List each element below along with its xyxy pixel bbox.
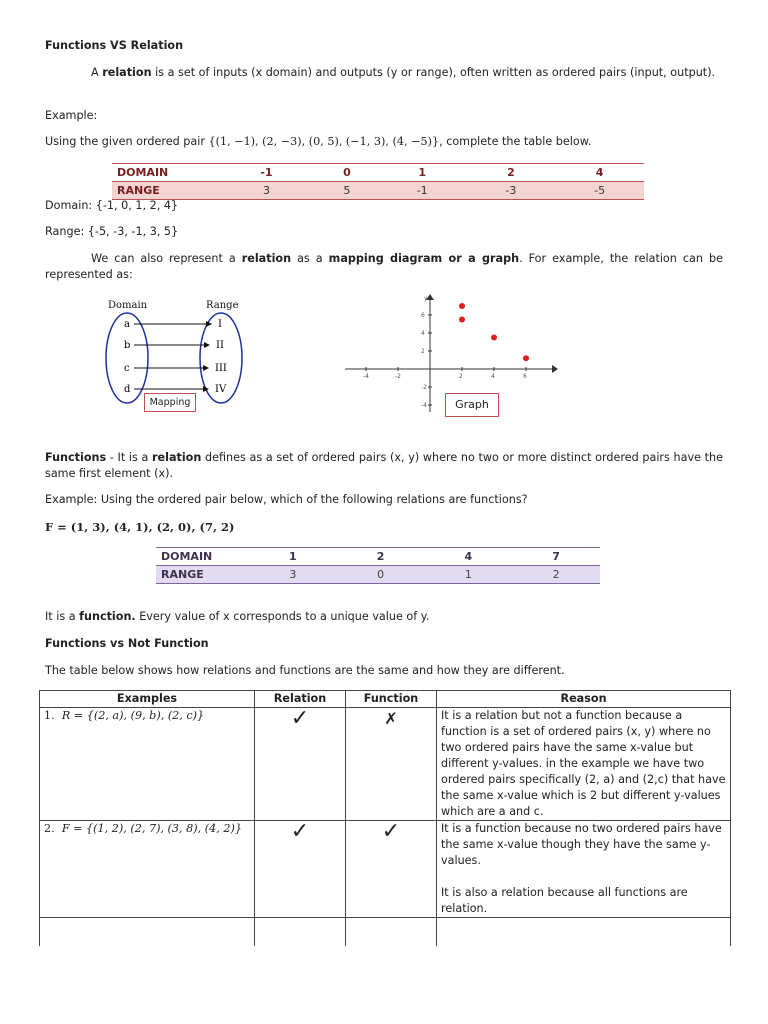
domain-cell: -1	[217, 164, 316, 182]
reason-cell: It is a relation but not a function because a function is a set of ordered pairs (x, y) where no two ordered pairs have the same x-value but different y-values. in the example we have two ordered pairs specifically (2, a) and (2,c) that have the same x-value which is 2 but different y-values which are a and c.	[437, 708, 731, 821]
check-icon: ✓	[381, 819, 401, 844]
domain-range-table-1	[112, 163, 644, 200]
domain-cell: 1	[378, 164, 467, 182]
relation-definition: A relation is a set of inputs (x domain) and outputs (y or range), often written as ordered pairs (input, output).	[91, 66, 716, 79]
range-set: Range: {-5, -3, -1, 3, 5}	[45, 225, 179, 238]
y-tick-label: -2	[421, 384, 427, 391]
represent-paragraph: We can also represent a relation as a mapping diagram or a graph. For example, the relation can be represented as:	[45, 252, 723, 281]
function-set: F = (1, 3), (4, 1), (2, 0), (7, 2)	[45, 520, 235, 534]
x-tick-label: -4	[363, 373, 369, 380]
graph-point	[459, 317, 465, 323]
header-function: Function	[346, 691, 437, 708]
example1-instruction: Using the given ordered pair {(1, −1), (2, −3), (0, 5), (−1, 3), (4, −5)}, complete the table below.	[45, 135, 592, 148]
empty-cell	[40, 918, 255, 947]
row-number: 2.	[44, 822, 55, 835]
y-tick-label: -4	[421, 402, 427, 409]
domain-set: Domain: {-1, 0, 1, 2, 4}	[45, 199, 179, 212]
domain-label: DOMAIN	[156, 548, 249, 566]
range-item: I	[218, 319, 222, 330]
relation-cell	[255, 708, 346, 821]
range-cell: -5	[555, 182, 644, 200]
example-label: Example:	[45, 109, 98, 122]
table-row	[40, 708, 731, 821]
domain-cell: 2	[337, 548, 425, 566]
function-definition: Functions - It is a relation defines as a set of ordered pairs (x, y) where no two or more distinct ordered pairs have the same first element (x).	[45, 451, 724, 480]
x-tick-label: -2	[395, 373, 401, 380]
header-examples: Examples	[40, 691, 255, 708]
example-cell: 2. F = {(1, 2), (2, 7), (3, 8), (4, 2)}	[40, 821, 255, 918]
graph-point	[523, 355, 529, 361]
graph-point	[459, 303, 465, 309]
row-number: 1.	[44, 709, 55, 722]
check-icon: ✓	[290, 819, 310, 844]
range-label: RANGE	[156, 566, 249, 584]
range-cell: 0	[337, 566, 425, 584]
domain-item: a	[124, 319, 130, 330]
page-title: Functions VS Relation	[45, 39, 184, 52]
range-cell: 2	[512, 566, 600, 584]
reason-cell: It is a function because no two ordered pairs have the same x-value though they have the same y-values. It is also a relation because all functions are relation.	[437, 821, 731, 918]
table-row-range	[112, 182, 644, 200]
y-tick-label: 6	[421, 312, 425, 319]
table-row-range	[156, 566, 600, 584]
range-cell: 1	[425, 566, 513, 584]
function-cell	[346, 821, 437, 918]
domain-cell: 4	[425, 548, 513, 566]
table-intro: The table below shows how relations and functions are the same and how they are different.	[45, 664, 565, 677]
x-axis-arrow	[552, 365, 558, 373]
range-cell: 5	[316, 182, 378, 200]
range-cell: 3	[217, 182, 316, 200]
mapping-range-title: Range	[206, 300, 239, 311]
function-cell	[346, 708, 437, 821]
empty-cell	[255, 918, 346, 947]
table-row-domain	[112, 164, 644, 182]
function-conclusion: It is a function. Every value of x corresponds to a unique value of y.	[45, 610, 430, 623]
table-row-empty	[40, 918, 731, 947]
range-item: III	[215, 363, 227, 374]
graph-caption: Graph	[445, 393, 499, 417]
graph-point	[491, 335, 497, 341]
section-subtitle: Functions vs Not Function	[45, 637, 209, 650]
y-axis-label: y	[424, 295, 428, 302]
mapping-domain-title: Domain	[108, 300, 148, 311]
domain-cell: 7	[512, 548, 600, 566]
comparison-table	[39, 690, 731, 946]
header-relation: Relation	[255, 691, 346, 708]
domain-item: d	[124, 384, 131, 395]
header-reason: Reason	[437, 691, 731, 708]
empty-cell	[437, 918, 731, 947]
check-icon: ✓	[290, 706, 310, 731]
relation-cell	[255, 821, 346, 918]
range-item: II	[216, 340, 224, 351]
domain-cell: 1	[249, 548, 337, 566]
x-tick-label: 4	[491, 373, 495, 380]
table-header-row	[40, 691, 731, 708]
domain-label: DOMAIN	[112, 164, 217, 182]
domain-range-table-2	[156, 547, 600, 584]
table-row	[40, 821, 731, 918]
range-cell: -3	[467, 182, 556, 200]
example2-instruction: Example: Using the ordered pair below, which of the following relations are functions?	[45, 493, 528, 506]
y-tick-label: 2	[421, 348, 425, 355]
table-row-domain	[156, 548, 600, 566]
domain-cell: 4	[555, 164, 644, 182]
domain-cell: 2	[467, 164, 556, 182]
x-tick-label: 2	[459, 373, 463, 380]
empty-cell	[346, 918, 437, 947]
range-cell: 3	[249, 566, 337, 584]
domain-item: b	[124, 340, 131, 351]
range-item: IV	[215, 384, 227, 395]
x-tick-label: 6	[523, 373, 527, 380]
range-cell: -1	[378, 182, 467, 200]
range-label: RANGE	[112, 182, 217, 200]
y-tick-label: 4	[421, 330, 425, 337]
mapping-caption: Mapping	[144, 393, 196, 412]
cross-icon: ✗	[384, 709, 398, 728]
example-cell: 1. R = {(2, a), (9, b), (2, c)}	[40, 708, 255, 821]
domain-cell: 0	[316, 164, 378, 182]
domain-item: c	[124, 363, 130, 374]
